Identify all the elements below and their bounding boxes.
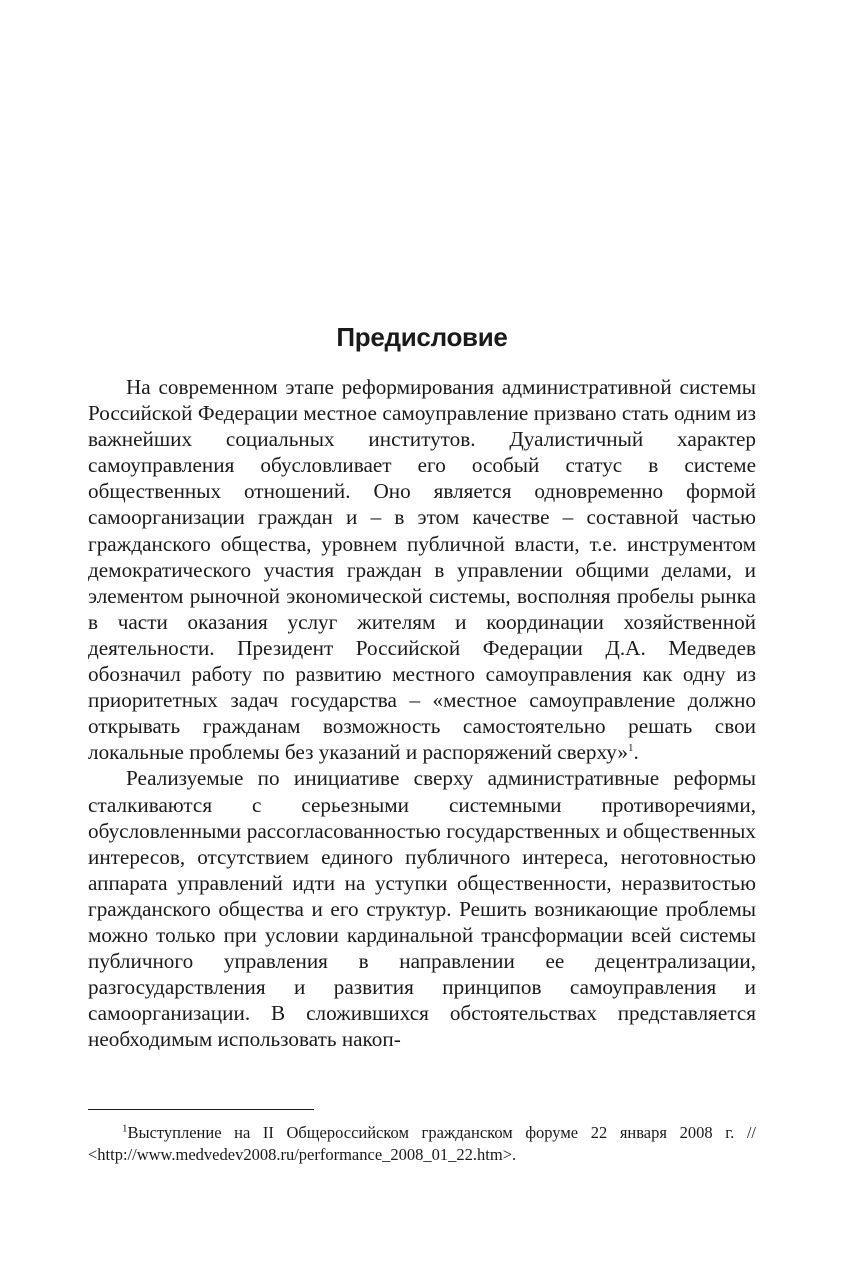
page-title: Предисловие xyxy=(336,322,508,352)
footnote-reference[interactable]: 1 xyxy=(628,742,634,755)
footnote-number: 1 xyxy=(122,1122,128,1135)
footnote xyxy=(88,1122,756,1166)
paragraph xyxy=(88,765,756,1052)
body-text xyxy=(88,374,756,1052)
document-page xyxy=(88,0,756,1269)
paragraph-text: Реализуемые по инициативе сверху административные реформы сталкиваются с серьезными системными противоречиями, обусловленными рассогласованностью государственных и общественных интересов, отсутствием единого публичного интереса, неготовностью аппарата управлений идти на уступки общественности, неразвитостью гражданского общества и его структур. Решить возникающие проблемы можно только при условии кардинальной трансформации всей системы публичного управления в направлении ее децентрализации, разгосударствления и развития принципов самоуправления и самоорганизации. В сложившихся обстоятельствах представляется необходимым использовать накоп- xyxy=(88,766,756,1052)
paragraph-tail: . xyxy=(633,740,639,765)
paragraph xyxy=(88,374,756,765)
footnote-text: Выступление на II Общероссийском гражданском форуме 22 января 2008 г. // <http://www.medvedev2008.ru/performance_2008_01_22.htm>. xyxy=(88,1123,756,1164)
paragraph-text: На современном этапе реформирования административной системы Российской Федерации местное самоуправление призвано стать одним из важнейших социальных институтов. Дуалистичный характер самоуправления обусловливает его особый статус в системе общественных отношений. Оно является одновременно формой самоорганизации граждан и – в этом качестве – составной частью гражданского общества, уровнем публичной власти, т.е. инструментом демократического участия граждан в управлении общими делами, и элементом рыночной экономической системы, восполняя пробелы рынка в части оказания услуг жителям и координации хозяйственной деятельности. Президент Российской Федерации Д.А. Медведев обозначил работу по развитию местного самоуправления как одну из приоритетных задач государства – «местное самоуправление должно открывать гражданам возможность самостоятельно решать свои локальные проблемы без указаний и распоряжений сверху» xyxy=(88,375,756,765)
footnote-divider xyxy=(88,1109,314,1110)
